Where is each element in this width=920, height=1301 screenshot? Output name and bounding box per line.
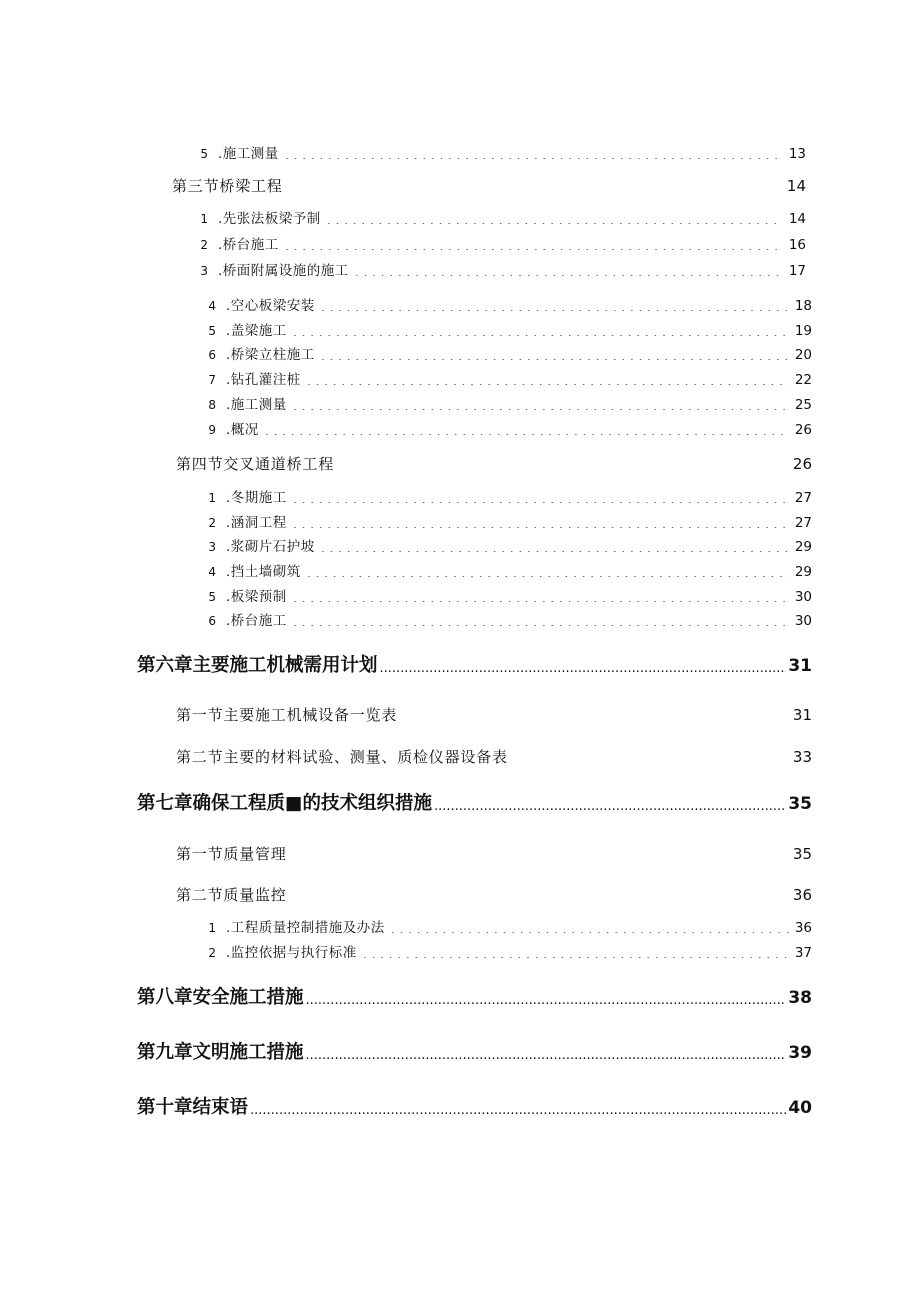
dot-leader [306,1042,787,1061]
dot-leader [285,146,783,160]
toc-section-entry[interactable] [172,174,806,198]
toc-entry-page: 29 [794,564,812,580]
toc-entry-number: 4 [208,565,216,579]
dot-leader [293,613,789,627]
toc-entry-title: 第九章文明施工措施 [137,1042,304,1063]
toc-entry-page: 35 [788,794,812,814]
toc-entry-page: 31 [792,706,812,724]
dot-leader [293,589,789,603]
toc-entry-number: 3 [208,540,216,554]
toc-entry[interactable] [202,488,812,508]
toc-entry-title: 第六章主要施工机械需用计划 [137,655,378,676]
toc-entry-page: 17 [788,263,806,279]
toc-section-entry[interactable] [176,452,812,476]
toc-chapter-entry[interactable] [137,790,812,818]
dot-leader [289,177,781,192]
dot-leader [293,515,789,529]
dot-leader [403,706,787,721]
toc-entry-number: 3 [200,264,208,278]
dot-leader [434,793,786,812]
toc-entry-page: 27 [794,490,812,506]
toc-entry-title: .先张法板梁予制 [218,211,321,227]
toc-entry-number: 8 [208,398,216,412]
toc-entry-number: 2 [208,516,216,530]
toc-entry-title: .冬期施工 [226,490,287,506]
toc-entry-page: 19 [794,323,812,339]
toc-entry-title: 第二节主要的材料试验、测量、质检仪器设备表 [176,748,508,766]
toc-entry-page: 40 [788,1098,812,1118]
toc-chapter-entry[interactable] [137,1039,812,1067]
toc-entry-page: 38 [788,988,812,1008]
toc-chapter-entry[interactable] [137,984,812,1012]
toc-entry-title: .概况 [226,422,259,438]
toc-entry[interactable] [202,943,812,963]
toc-entry-page: 26 [792,455,812,473]
toc-entry-title: 第一节质量管理 [176,845,287,863]
toc-entry-number: 1 [200,212,208,226]
dot-leader [285,237,783,251]
dot-leader [293,845,787,860]
toc-entry-title: 第一节主要施工机械设备一览表 [176,706,398,724]
toc-section-entry[interactable] [176,842,812,866]
toc-entry-title: .桥台施工 [226,613,287,629]
toc-entry[interactable] [194,144,806,164]
toc-entry-title: 第三节桥梁工程 [172,177,283,195]
toc-entry-number: 9 [208,423,216,437]
dot-leader [355,263,783,277]
toc-entry[interactable] [202,345,812,365]
toc-entry-title: .钻孔灌注桩 [226,372,301,388]
toc-entry-title: 第八章安全施工措施 [137,987,304,1008]
dot-leader [265,422,789,436]
toc-entry[interactable] [202,611,812,631]
toc-entry[interactable] [202,562,812,582]
toc-entry-page: 14 [786,177,806,195]
toc-entry-number: 1 [208,491,216,505]
toc-entry-number: 5 [208,324,216,338]
toc-entry-title: .桥面附属设施的施工 [218,263,349,279]
dot-leader [307,564,789,578]
toc-entry-page: 36 [792,886,812,904]
toc-entry-title: .空心板梁安装 [226,298,315,314]
toc-entry-page: 39 [788,1043,812,1063]
toc-entry-title: .施工测量 [226,397,287,413]
toc-entry[interactable] [202,370,812,390]
dot-leader [293,490,789,504]
toc-entry-title: .桥台施工 [218,237,279,253]
toc-entry-title: .桥梁立柱施工 [226,347,315,363]
dot-leader [321,539,789,553]
toc-entry[interactable] [202,296,812,316]
dot-leader [327,211,783,225]
dot-leader [514,748,787,763]
toc-entry-page: 13 [788,146,806,162]
toc-entry-number: 5 [208,590,216,604]
toc-entry-title: .挡土墙砌筑 [226,564,301,580]
dot-leader [363,945,789,959]
toc-entry[interactable] [202,918,812,938]
dot-leader [250,1097,786,1116]
toc-entry[interactable] [194,235,806,255]
toc-entry[interactable] [202,513,812,533]
toc-entry-title: 第二节质量监控 [176,886,287,904]
toc-entry-page: 31 [788,656,812,676]
toc-entry-page: 33 [792,748,812,766]
toc-entry-page: 35 [792,845,812,863]
toc-entry-page: 37 [794,945,812,961]
toc-entry-page: 29 [794,539,812,555]
toc-entry-page: 36 [794,920,812,936]
toc-entry-title: 第四节交叉通道桥工程 [176,455,335,473]
dot-leader [293,886,787,901]
toc-entry-title: .浆砌片石护坡 [226,539,315,555]
dot-leader [306,987,787,1006]
dot-leader [321,347,789,361]
toc-chapter-entry[interactable] [137,1094,812,1122]
toc-entry-number: 5 [200,147,208,161]
toc-entry-number: 7 [208,373,216,387]
toc-entry-title: .盖梁施工 [226,323,287,339]
toc-entry-page: 18 [794,298,812,314]
toc-entry-number: 1 [208,921,216,935]
toc-entry-page: 26 [794,422,812,438]
toc-section-entry[interactable] [176,745,812,769]
toc-entry[interactable] [194,261,806,281]
toc-entry-title: .监控依据与执行标准 [226,945,357,961]
dot-leader [293,323,789,337]
toc-entry-number: 2 [208,946,216,960]
toc-entry-number: 6 [208,348,216,362]
toc-entry-title: .板梁预制 [226,589,287,605]
dot-leader [391,920,789,934]
toc-entry-page: 14 [788,211,806,227]
toc-section-entry[interactable] [176,703,812,727]
toc-entry-title: .涵洞工程 [226,515,287,531]
dot-leader [321,298,789,312]
dot-leader [307,372,789,386]
dot-leader [293,397,789,411]
toc-entry-number: 6 [208,614,216,628]
toc-section-entry[interactable] [176,883,812,907]
toc-entry-page: 16 [788,237,806,253]
toc-entry-title: 第七章确保工程质■的技术组织措施 [137,793,432,814]
toc-entry-page: 27 [794,515,812,531]
toc-chapter-entry[interactable] [137,652,812,680]
toc-entry-title: .施工测量 [218,146,279,162]
toc-entry-title: 第十章结束语 [137,1097,249,1118]
toc-entry-page: 20 [794,347,812,363]
toc-entry-page: 22 [794,372,812,388]
toc-entry[interactable] [202,587,812,607]
toc-entry-page: 25 [794,397,812,413]
toc-entry[interactable] [202,420,812,440]
toc-entry-number: 4 [208,299,216,313]
toc-entry[interactable] [202,537,812,557]
toc-entry[interactable] [202,395,812,415]
toc-entry[interactable] [202,321,812,341]
dot-leader [340,455,787,470]
dot-leader [380,655,787,674]
toc-entry-title: .工程质量控制措施及办法 [226,920,385,936]
toc-entry-page: 30 [794,589,812,605]
toc-entry-number: 2 [200,238,208,252]
toc-entry-page: 30 [794,613,812,629]
toc-entry[interactable] [194,209,806,229]
